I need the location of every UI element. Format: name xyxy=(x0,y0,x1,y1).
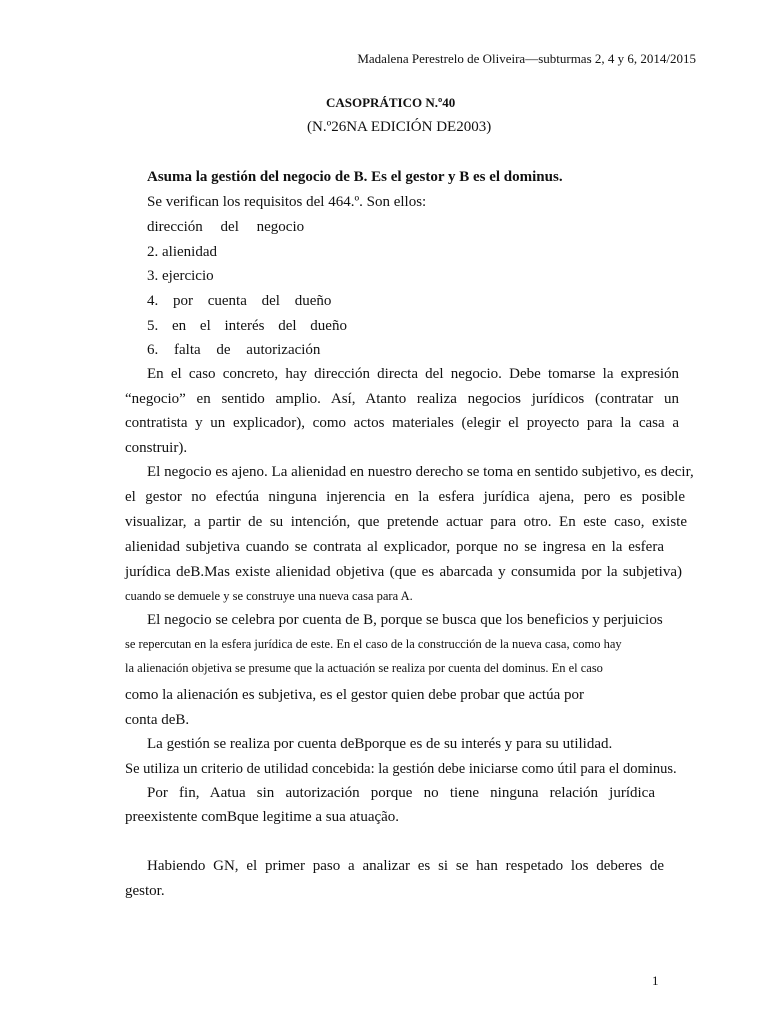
requirement-6: 6. falta de autorización xyxy=(147,342,321,358)
paragraph-1-line-2: “negocio” en sentido amplio. Así, Atanto realiza negocios jurídicos (contratar un xyxy=(125,391,679,407)
requirement-2: 2. alienidad xyxy=(147,244,217,260)
paragraph-2-line-6: cuando se demuele y se construye una nueva casa para A. xyxy=(125,589,413,603)
requirement-4: 4. por cuenta del dueño xyxy=(147,293,332,309)
page-number: 1 xyxy=(652,973,659,988)
page-header: Madalena Perestrelo de Oliveira—subturmas 2, 4 y 6, 2014/2015 xyxy=(357,51,696,66)
paragraph-5-line-1: Por fin, Aatua sin autorización porque no tiene ninguna relación jurídica xyxy=(147,785,655,801)
requirement-3: 3. ejercicio xyxy=(147,268,214,284)
paragraph-3-line-5: conta deB. xyxy=(125,712,190,728)
paragraph-3-line-4: como la alienación es subjetiva, es el gestor quien debe probar que actúa por xyxy=(125,687,584,703)
paragraph-6-line-2: gestor. xyxy=(125,883,165,899)
requirements-intro: Se verifican los requisitos del 464.º. Son ellos: xyxy=(147,194,427,210)
paragraph-2-line-1: El negocio es ajeno. La alienidad en nuestro derecho se toma en sentido subjetivo, es decir, xyxy=(147,464,694,480)
case-subtitle: (N.º26NA EDICIÓN DE2003) xyxy=(307,119,492,135)
paragraph-1-line-4: construir). xyxy=(125,440,188,456)
paragraph-4-line-1: La gestión se realiza por cuenta deBporque es de su interés y para su utilidad. xyxy=(147,736,613,752)
paragraph-3-line-3: la alienación objetiva se presume que la actuación se realiza por cuenta del dominus. En el caso xyxy=(125,661,603,675)
paragraph-3-line-1: El negocio se celebra por cuenta de B, porque se busca que los beneficios y perjuicios xyxy=(147,612,663,628)
paragraph-5-line-2: preexistente comBque legitime a sua atuação. xyxy=(125,809,400,825)
paragraph-2-line-5: jurídica deB.Mas existe alienidad objetiva (que es abarcada y consumida por la subjetiva) xyxy=(125,564,682,580)
intro-bold-line: Asuma la gestión del negocio de B. Es el gestor y B es el dominus. xyxy=(147,169,563,185)
paragraph-1-line-3: contratista y un explicador), como actos materiales (elegir el proyecto para la casa a xyxy=(125,415,679,431)
case-title: CASOPRÁTICO N.º40 xyxy=(326,95,456,110)
paragraph-2-line-3: visualizar, a partir de su intención, que pretende actuar para otro. En este caso, existe xyxy=(125,514,687,530)
paragraph-3-line-2: se repercutan en la esfera jurídica de este. En el caso de la construcción de la nueva casa, como hay xyxy=(125,637,622,651)
paragraph-4-line-2: Se utiliza un criterio de utilidad concebida: la gestión debe iniciarse como útil para el dominus. xyxy=(125,761,677,777)
paragraph-2-line-2: el gestor no efectúa ninguna injerencia en la esfera jurídica ajena, pero es posible xyxy=(125,489,685,505)
paragraph-2-line-4: alienidad subjetiva cuando se contrata al explicador, porque no se ingresa en la esfera xyxy=(125,539,664,555)
paragraph-6-line-1: Habiendo GN, el primer paso a analizar es si se han respetado los deberes de xyxy=(147,858,664,874)
requirement-1: dirección del negocio xyxy=(147,219,305,235)
paragraph-1-line-1: En el caso concreto, hay dirección directa del negocio. Debe tomarse la expresión xyxy=(147,366,679,382)
requirement-5: 5. en el interés del dueño xyxy=(147,318,347,334)
